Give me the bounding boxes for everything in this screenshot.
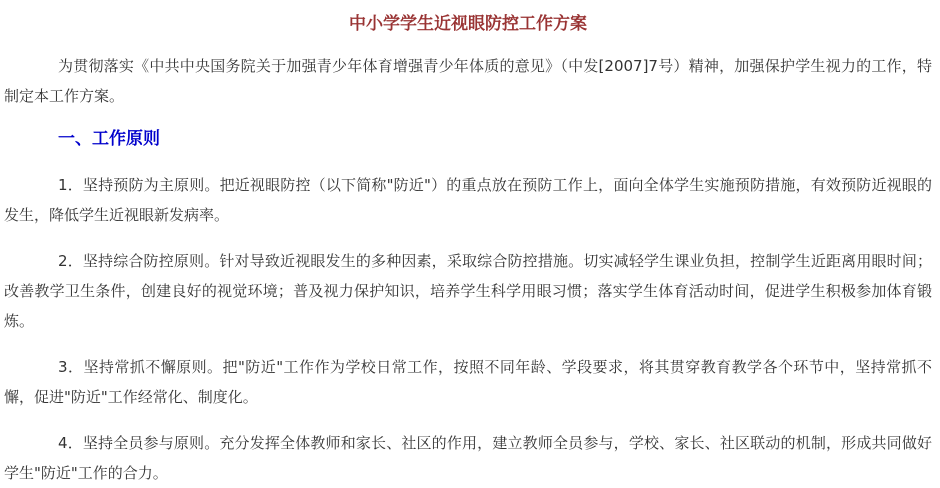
principle-item-1: 1．坚持预防为主原则。把近视眼防控（以下简称"防近"）的重点放在预防工作上，面向全体学生实施预防措施，有效预防近视眼的发生，降低学生近视眼新发病率。 [4,176,932,224]
principle-item-2: 2．坚持综合防控原则。针对导致近视眼发生的多种因素，采取综合防控措施。切实减轻学生课业负担，控制学生近距离用眼时间；改善教学卫生条件，创建良好的视觉环境；普及视力保护知识，培养学生科学用眼习惯；落实学生体育活动时间，促进学生积极参加体育锻炼。 [4,252,932,330]
section-heading-work-principles: 一、工作原则 [58,129,160,149]
intro-paragraph: 为贯彻落实《中共中央国务院关于加强青少年体育增强青少年体质的意见》（中发[2007]7号）精神，加强保护学生视力的工作，特制定本工作方案。 [4,57,932,105]
principle-item-3: 3．坚持常抓不懈原则。把"防近"工作作为学校日常工作，按照不同年龄、学段要求，将其贯穿教育教学各个环节中，坚持常抓不懈，促进"防近"工作经常化、制度化。 [4,358,932,406]
document-title: 中小学学生近视眼防控工作方案 [349,14,587,34]
principle-item-4: 4．坚持全员参与原则。充分发挥全体教师和家长、社区的作用，建立教师全员参与，学校、家长、社区联动的机制，形成共同做好学生"防近"工作的合力。 [4,434,932,482]
